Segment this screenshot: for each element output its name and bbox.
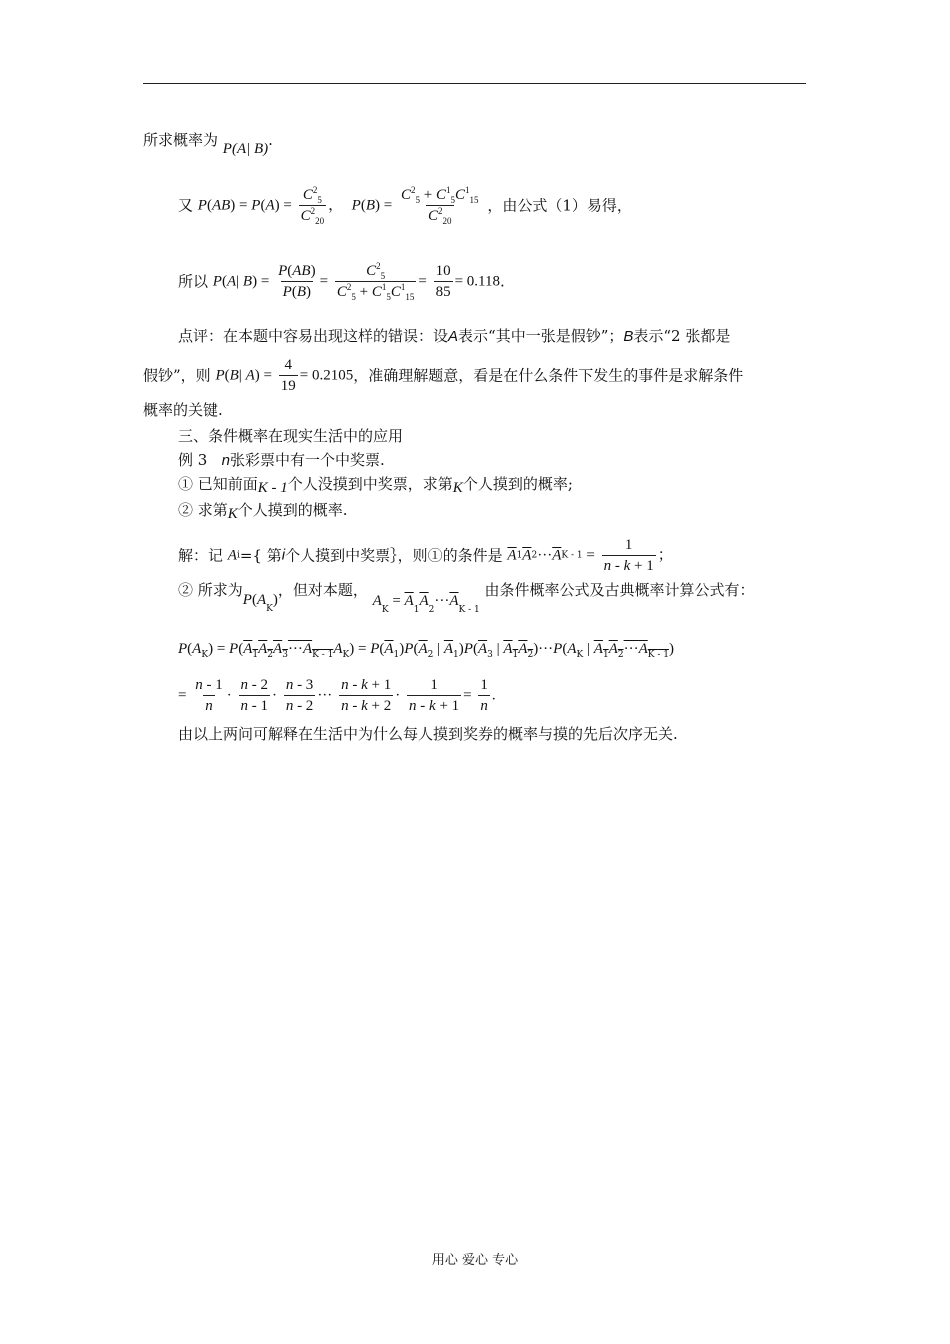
formula-product: = $\frac{n - 1}{n}$ · $\frac{n - 2}{n - 1}$ · $\frac{n - 3}{n - 2}$ ··· $\frac{n - k + 1}{n - k + 2}$ · $\frac{1}{n - k + 1}$ = $\frac{1}{n}$ .: [178, 677, 496, 714]
section-heading: 三、条件概率在现实生活中的应用: [178, 427, 404, 445]
line-given-probabilities: 又 P(AB) = P(A) = $\frac{C^2_5}{C^2_{20}}$ ， P(B) = $\frac{C^2_5 + C^1_5C^1_{15}}{C^2_{20}}$ ，由公式（1）易得，: [178, 185, 632, 226]
line-therefore: 所以 P(A| B) = $\frac{P(AB)}{P(B)}$ = $\frac{C^2_5}{C^2_5 + C^1_5C^1_{15}}$ = $\frac{10}{85}$ = 0.118.: [178, 261, 505, 302]
formula-p-ab: P: [197, 197, 207, 214]
fraction-4-19: $\frac{4}{19}$: [280, 357, 296, 394]
fraction-pab-over-pb: $\frac{P(AB)}{P(B)}$: [278, 263, 316, 300]
solution-line-1: 解：记 Ai={ 第i个人摸到中奖票｝，则①的条件是 $\overline{A}1\overline{A}2\cdot\cdot\cdot\overline{A}K - 1$ = $\frac{1}{n - k + 1}$ ；: [178, 537, 673, 574]
solution-line-2: ② 所求为$P(A_K)$，但对本题， $A_K = \overline{A}_1\overline{A}_2\cdot\cdot\cdot\overline{A}_{K - 1}$ 由条件概率公式及古典概率计算公式有：: [178, 581, 755, 615]
conclusion: 由以上两问可解释在生活中为什么每人摸到奖券的概率与摸的先后次序无关.: [178, 725, 678, 743]
note-line-3: 概率的关键.: [143, 401, 223, 419]
note-line-2: 假钞”，则 P(B| A) = $\frac{4}{19}$ = 0.2105，准确理解题意，看是在什么条件下发生的事件是求解条件: [143, 357, 744, 394]
example-3: 例 3 n张彩票中有一个中奖票.: [178, 451, 385, 469]
formula-p-b: P: [351, 197, 361, 214]
fraction-combinations: $\frac{C^2_5}{C^2_5 + C^1_5C^1_{15}}$: [336, 261, 415, 302]
fraction-pb: $\frac{C^2_5 + C^1_5C^1_{15}}{C^2_{20}}$: [401, 185, 479, 226]
formula-p-a-given-b: P(A| B): [222, 141, 269, 157]
fraction-10-85: $\frac{10}{85}$: [435, 263, 451, 300]
page-footer: 用心 爱心 专心: [431, 1253, 519, 1268]
formula-chain-rule: $P(A_K) = P(A_1A_2A_3\cdot\cdot\cdot A_{K - 1}A_K) = P(\overline{A}_1)P(\overline{A}_2$ | $\overline{A}_1)P(\overline{A}_3$ | $A_1A_2)\cdot\cdot\cdot P(A_K$ | $A_1A_2\cdot\cdot\cdot A_{K - 1}$): [178, 641, 674, 661]
fraction-1-over-n-k-plus-1: $\frac{1}{n - k + 1}$: [603, 537, 654, 574]
header-rule: [143, 83, 806, 84]
question-1: ① 已知前面K - 1个人没摸到中奖票，求第K个人摸到的概率;: [178, 475, 573, 496]
fraction-c5-2-over-c20-2: $\frac{C^2_5}{C^2_{20}}$: [300, 185, 325, 226]
note-line-1: 点评：在本题中容易出现这样的错误：设A表示“其中一张是假钞”；B表示“2 张都是: [178, 327, 731, 345]
line-probability-sought: 所求概率为 P(A| B).: [143, 131, 273, 157]
question-2: ② 求第K个人摸到的概率.: [178, 501, 348, 522]
